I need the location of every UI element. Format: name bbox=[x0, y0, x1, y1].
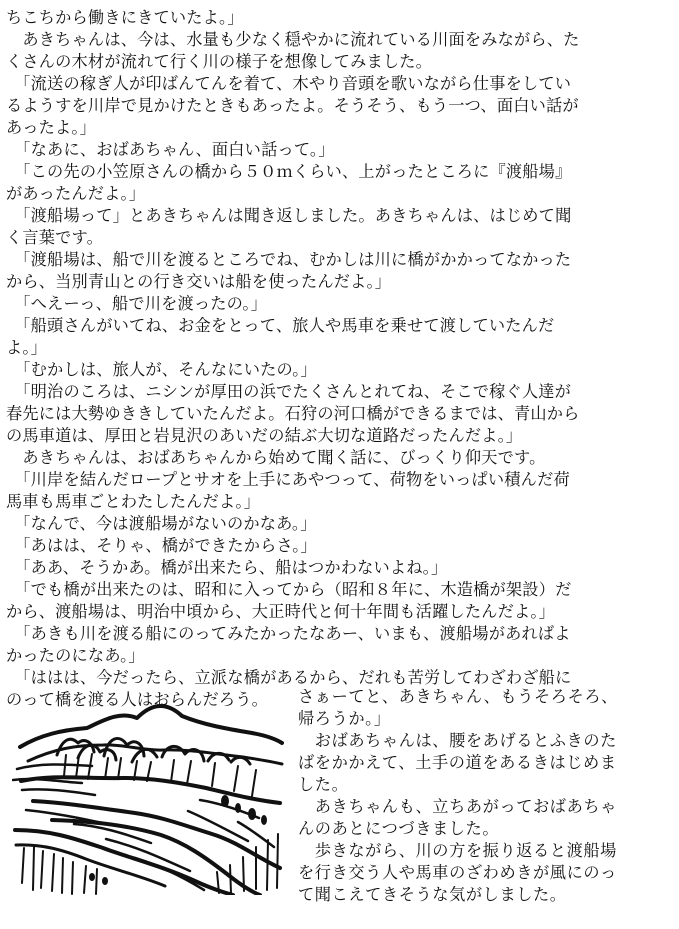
story-line: 「この先の小笠原さんの橋から５０ｍくらい、上がったところに『渡船場』 bbox=[6, 162, 572, 181]
story-line: あったよ。」 bbox=[6, 118, 97, 137]
story-line: 「ははは、今だったら、立派な橋があるから、だれも苦労してわざわざ船に bbox=[6, 668, 572, 687]
story-line: 「あきも川を渡る船にのってみたかったなあー、いまも、渡船場があればよ bbox=[6, 624, 571, 643]
river-mountain-illustration bbox=[12, 700, 284, 895]
story-line: の馬車道は、厚田と岩見沢のあいだの結ぶ大切な道路だったんだよ。」 bbox=[6, 426, 523, 445]
story-line: かったのになあ。」 bbox=[6, 646, 145, 665]
story-line: よ。」 bbox=[6, 338, 48, 357]
story-line: のって橋を渡る人はおらんだろう。 bbox=[6, 690, 269, 709]
story-line: て聞こえてきそうな気がしました。 bbox=[298, 885, 567, 904]
story-line: ばをかかえて、土手の道をあるきはじめま bbox=[298, 753, 617, 772]
story-line: るようすを川岸で見かけたときもあったよ。そうそう、もう一つ、面白い話が bbox=[6, 96, 579, 115]
story-line: おばあちゃんは、腰をあげるとふきのた bbox=[298, 731, 617, 750]
story-line: 「なんで、今は渡船場がないのかなあ。」 bbox=[6, 514, 317, 533]
story-line: あきちゃんも、立ちあがっておばあちゃ bbox=[298, 797, 617, 816]
story-line: 馬車も馬車ごとわたしたんだよ。」 bbox=[6, 492, 261, 511]
story-line: した。 bbox=[298, 775, 349, 794]
story-line: 「川岸を結んだロープとサオを上手にあやつって、荷物をいっぱい積んだ荷 bbox=[6, 470, 570, 489]
story-line: を行き交う人や馬車のざわめきが風にのっ bbox=[298, 863, 617, 882]
story-line: 「でも橋が出来たのは、昭和に入ってから（昭和８年に、木造橋が架設）だ bbox=[6, 580, 572, 599]
story-line: 「ああ、そうかあ。橋が出来たら、船はつかわないよね。」 bbox=[6, 558, 448, 577]
story-line: 歩きながら、川の方を振り返ると渡船場 bbox=[298, 841, 617, 860]
story-line: あきちゃんは、おばあちゃんから始めて聞く話に、びっくり仰天です。 bbox=[6, 448, 546, 467]
story-line: 「あはは、そりゃ、橋ができたからさ。」 bbox=[6, 536, 317, 555]
story-line: く言葉です。 bbox=[6, 228, 104, 247]
story-line: 春先には大勢ゆききしていたんだよ。石狩の河口橋ができるまでは、青山から bbox=[6, 404, 580, 423]
story-line: 「なあに、おばあちゃん、面白い話って。」 bbox=[6, 140, 335, 159]
story-line: 「流送の稼ぎ人が印ばんてんを着て、木やり音頭を歌いながら仕事をしてい bbox=[6, 74, 572, 93]
story-line: 帰ろうか。」 bbox=[298, 709, 391, 728]
story-line: くさんの木材が流れて行く川の様子を想像してみました。 bbox=[6, 52, 433, 71]
story-line: さぁーてと、あきちゃん、もうそろそろ、 bbox=[298, 687, 618, 706]
story-line: から、渡船場は、明治中頃から、大正時代と何十年間も活躍したんだよ。」 bbox=[6, 602, 556, 621]
story-line: 「へえーっ、船で川を渡ったの。」 bbox=[6, 294, 268, 313]
story-line: 「船頭さんがいてね、お金をとって、旅人や馬車を乗せて渡していたんだ bbox=[6, 316, 555, 335]
story-line: 「明治のころは、ニシンが厚田の浜でたくさんとれてね、そこで稼ぐ人達が bbox=[6, 382, 572, 401]
story-line: 「むかしは、旅人が、そんなにいたの。」 bbox=[6, 360, 317, 379]
story-line: 「渡船場は、船で川を渡るところでね、むかしは川に橋がかかってなかった bbox=[6, 250, 572, 269]
story-line: ちこちから働きにきていたよ。」 bbox=[6, 8, 244, 27]
story-line: があったんだよ。」 bbox=[6, 184, 146, 203]
story-line: あきちゃんは、今は、水量も少なく穏やかに流れている川面をみながら、た bbox=[6, 30, 580, 49]
story-line: から、当別青山との行き交いは船を使ったんだよ。」 bbox=[6, 272, 392, 291]
story-line: んのあとにつづきました。 bbox=[298, 819, 500, 838]
story-line: 「渡船場って」とあきちゃんは聞き返しました。あきちゃんは、はじめて聞 bbox=[6, 206, 572, 225]
